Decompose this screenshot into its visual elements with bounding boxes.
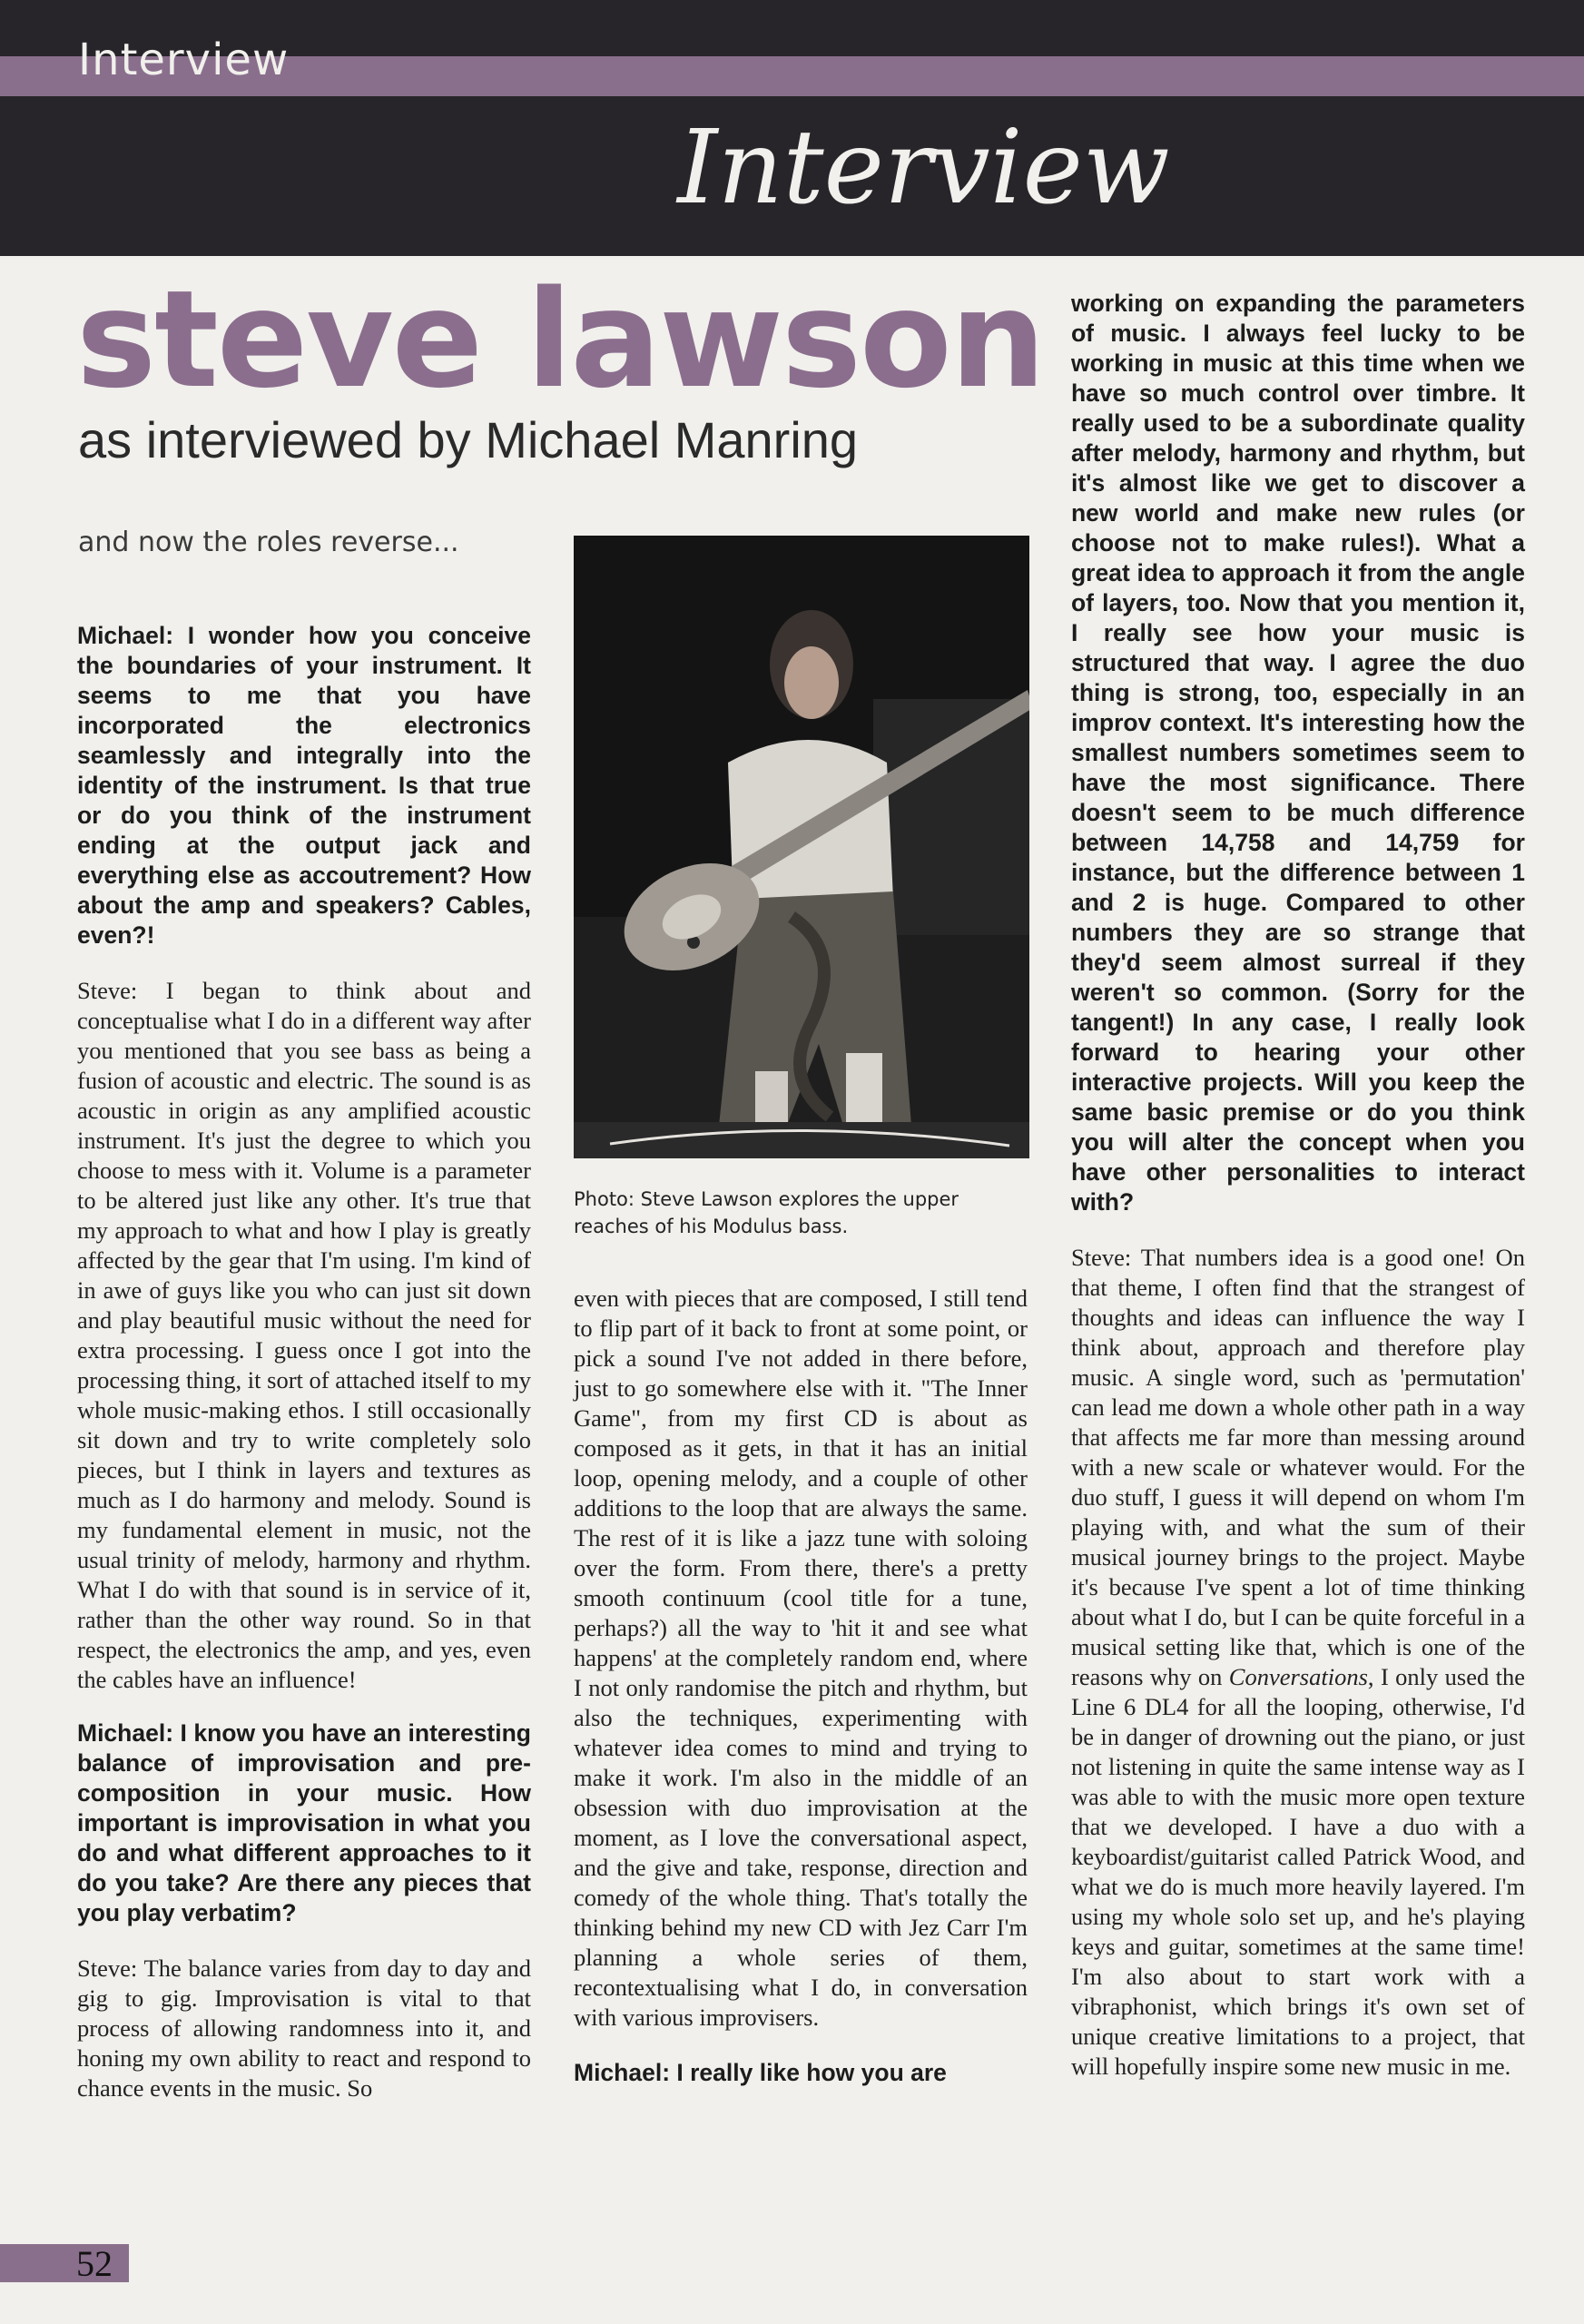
question-3-continued: working on expanding the parameters of music. I always feel lucky to be working in music at this time when we have so much control over timbre. It really used to be a subordinate quality after melody, harmony and rhythm, but it's almost like we get to discover a new world and make new rules (or choose not to make rules!). What a great idea to approach it from the angle of layers, too. Now that you mention it, I really see how your music is structured that way. I agree the duo thing is strong, too, especially in an improv context. It's interesting how the smallest numbers sometimes seem to have the most significance. There doesn't seem to be much difference between 14,758 and 14,759 for instance, but the difference between 1 and 2 is huge. Compared to other numbers they are so strange that they'd seem almost surreal if they weren't so common. (Sorry for the tangent!) In any case, I really look forward to hearing your other interactive projects. Will you keep the same basic premise or do you think you will alter the concept when you have other personalities to interact with? xyxy=(1071,290,1525,1216)
article-title: steve lawson xyxy=(76,261,1045,418)
article-subtitle: as interviewed by Michael Manring xyxy=(78,411,859,468)
page-number: 52 xyxy=(76,2243,113,2284)
question-1: Michael: I wonder how you conceive the boundaries of your instrument. It seems to me that you have incorporated the electronics seamlessly and integrally into the identity of the instrument. Is that true or do you think of the instrument ending at the output jack and everything else as accoutrement? How about the amp and speakers? Cables, even?! xyxy=(77,622,531,949)
answer-3-part-2: , I only used the Line 6 DL4 for all the looping, otherwise, I'd be in danger of drowning out the piano, or just not listening in quite the same intense way as I was able to with the music more open texture that we developed. I have a duo with a keyboardist/guitarist called Patrick Wood, and what we do is much more heavily layered. I'm using my whole solo set up, and he's playing keys and guitar, sometimes at the same time! I'm also about to start work with a vibraphonist, which brings it's own set of unique creative limitations to a project, that will hopefully inspire some new music in me. xyxy=(1071,1663,1525,2080)
answer-2-continued: even with pieces that are composed, I still tend to flip part of it back to front at some point, or pick a sound I've not added in there before, just to go somewhere else with it. "The Inner Game", from my first CD is about as composed as it gets, in that it has an initial loop, opening melody, and a couple of other additions to the loop that are always the same. The rest of it is like a jazz tune with soloing over the form. From there, there's a pretty smooth continuum (cool title for a tune, perhaps?) all the way to 'hit it and see what happens' at the completely random end, where I not only randomise the pitch and rhythm, but also the techniques, experimenting with whatever idea comes to mind and trying to make it work. I'm also in the middle of an obsession with duo improvisation at the moment, as I love the conversational aspect, and the give and take, response, direction and comedy of the whole thing. That's totally the thinking behind my new CD with Jez Carr I'm planning a whole series of them, recontextualising what I do, in conversation with various improvisers. xyxy=(574,1285,1028,2031)
photo-caption: Photo: Steve Lawson explores the upper reaches of his Modulus bass. xyxy=(574,1188,959,1237)
question-2: Michael: I know you have an interesting balance of improvisation and pre-composition in your music. How important is improvisation in what you do and what different approaches to it do you take? Are there any pieces that you play verbatim? xyxy=(77,1719,531,1926)
article-photo xyxy=(574,536,1029,1158)
column-3 xyxy=(1071,289,1525,2082)
bass-player-image xyxy=(574,536,1029,1158)
album-title: Conversations xyxy=(1228,1663,1368,1690)
question-3-start: Michael: I really like how you are xyxy=(574,2059,947,2086)
answer-3-part-1: Steve: That numbers idea is a good one! On that theme, I often find that the strangest of thoughts and ideas can influence the way I think about, approach and therefore play music. A single word, such as 'permutation' can lead me down a whole other path in a way that affects me far more than messing around with a new scale or whatever would. For the duo stuff, I guess it will depend on whom I'm playing with, and what the sum of their musical journey brings to the project. Maybe it's because I've spent a lot of time thinking about what I do, but I can be quite forceful in a musical setting like that, which is one of the reasons why on xyxy=(1071,1244,1525,1690)
section-label: Interview xyxy=(78,34,290,85)
article-tagline: and now the roles reverse... xyxy=(78,527,459,558)
column-1 xyxy=(77,621,531,2103)
column-2 xyxy=(574,1284,1028,2088)
answer-1: Steve: I began to think about and conceptualise what I do in a different way after you mentioned that you see bass as being a fusion of acoustic and electric. The sound is as acoustic in origin as any amplified acoustic instrument. It's just the degree to which you choose to mess with it. Volume is a parameter to be altered just like any other. It's true that my approach to what and how I play is greatly affected by the gear that I'm using. I'm kind of in awe of guys like you who can just sit down and play beautiful music without the need for extra processing. I guess once I got into the processing thing, it sort of attached itself to my whole music-making ethos. I still occasionally sit down and try to write completely solo pieces, but I think in layers and textures as much as I do harmony and melody. Sound is my fundamental element in music, not the usual trinity of melody, harmony and rhythm. What I do with that sound is in service of it, rather than the other way round. So in that respect, the electronics the amp, and yes, even the cables have an influence! xyxy=(77,977,531,1693)
answer-2: Steve: The balance varies from day to day and gig to gig. Improvisation is vital to that process of allowing randomness into it, and honing my own ability to react and respond to chance events in the music. So xyxy=(77,1955,531,2102)
answer-3 xyxy=(1071,1243,1525,2082)
header-script-title: Interview xyxy=(677,109,1170,227)
